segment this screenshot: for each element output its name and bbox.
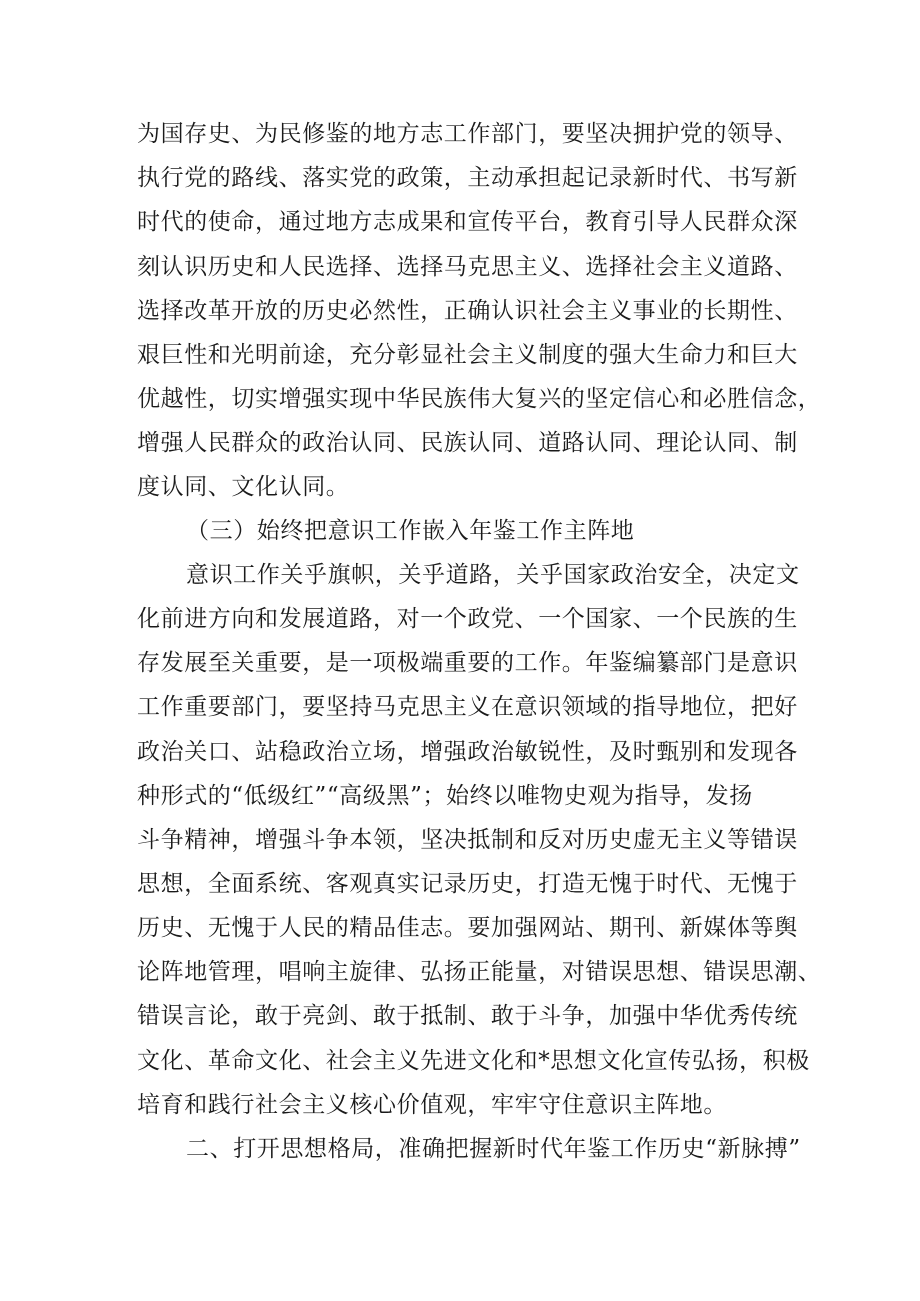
paragraph-first-line: 意识工作关乎旗帜，关乎道路，关乎国家政治安全，决定文 xyxy=(186,562,800,588)
text-line: 优越性，切实增强实现中华民族伟大复兴的坚定信心和必胜信念， xyxy=(137,386,822,412)
text-line: 执行党的路线、落实党的政策，主动承担起记录新时代、书写新 xyxy=(137,165,798,191)
text-line: 时代的使命，通过地方志成果和宣传平台，教育引导人民群众深 xyxy=(137,209,798,235)
text-line: 文化、革命文化、社会主义先进文化和*思想文化宣传弘扬，积极 xyxy=(137,1048,810,1074)
text-line: 论阵地管理，唱响主旋律、弘扬正能量，对错误思想、错误思潮、 xyxy=(137,959,822,985)
section-heading: （三）始终把意识工作嵌入年鉴工作主阵地 xyxy=(186,518,635,544)
text-line: 斗争精神，增强斗争本领，坚决抵制和反对历史虚无主义等错误 xyxy=(137,827,798,853)
text-line: 选择改革开放的历史必然性，正确认识社会主义事业的长期性、 xyxy=(137,298,798,324)
text-line: 思想，全面系统、客观真实记录历史，打造无愧于时代、无愧于 xyxy=(137,871,798,897)
text-line: 政治关口、站稳政治立场，增强政治敏锐性，及时甄别和发现各 xyxy=(137,739,798,765)
section-heading: 二、打开思想格局，准确把握新时代年鉴工作历史“新脉搏” xyxy=(186,1136,801,1162)
text-line: 种形式的“低级红”“高级黑”；始终以唯物史观为指导，发扬 xyxy=(137,783,753,809)
text-line: 艰巨性和光明前途，充分彰显社会主义制度的强大生命力和巨大 xyxy=(137,342,798,368)
text-line: 为国存史、为民修鉴的地方志工作部门，要坚决拥护党的领导、 xyxy=(137,121,798,147)
text-line: 化前进方向和发展道路，对一个政党、一个国家、一个民族的生 xyxy=(137,606,798,632)
text-line: 增强人民群众的政治认同、民族认同、道路认同、理论认同、制 xyxy=(137,430,798,456)
text-line: 培育和践行社会主义核心价值观，牢牢守住意识主阵地。 xyxy=(137,1092,727,1118)
text-line: 历史、无愧于人民的精品佳志。要加强网站、期刊、新媒体等舆 xyxy=(137,915,798,941)
text-line: 存发展至关重要，是一项极端重要的工作。年鉴编纂部门是意识 xyxy=(137,650,798,676)
text-line: 错误言论，敢于亮剑、敢于抵制、敢于斗争，加强中华优秀传统 xyxy=(137,1003,798,1029)
text-line: 刻认识历史和人民选择、选择马克思主义、选择社会主义道路、 xyxy=(137,254,798,280)
text-line: 度认同、文化认同。 xyxy=(137,474,350,500)
text-line: 工作重要部门，要坚持马克思主义在意识领域的指导地位，把好 xyxy=(137,694,798,720)
